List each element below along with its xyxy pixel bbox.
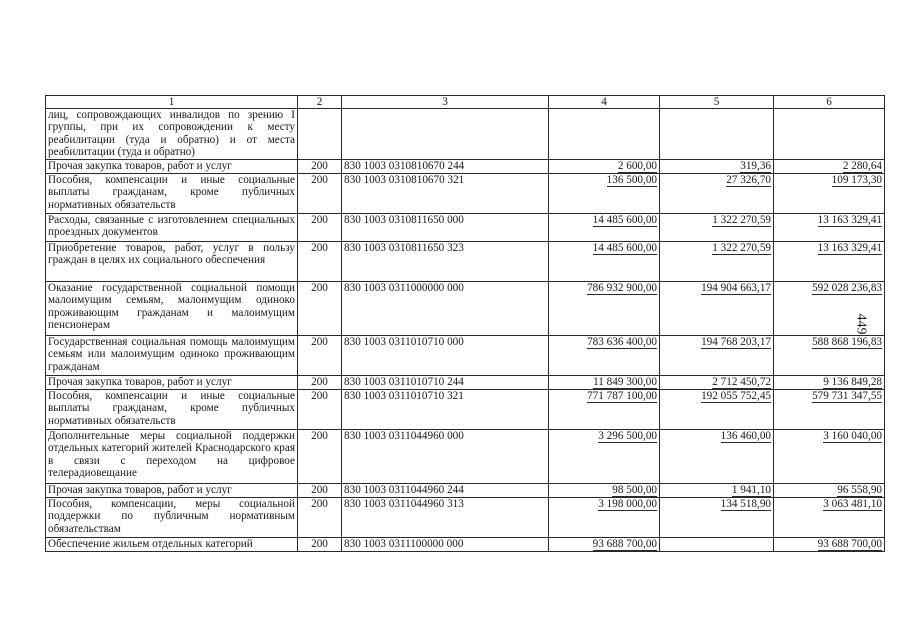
cell-name: Обеспечение жильем отдельных категорий — [46, 538, 298, 552]
cell-v6 — [774, 498, 885, 538]
budget-execution-table — [45, 95, 885, 552]
table-row — [46, 498, 885, 538]
cell-name: Прочая закупка товаров, работ и услуг — [46, 160, 298, 174]
cell-value: 579 731 347,55 — [812, 390, 882, 402]
cell-value: 771 787 100,00 — [587, 390, 657, 402]
cell-v5 — [660, 174, 774, 214]
cell-value: 2 712 450,72 — [712, 376, 771, 388]
table-row — [46, 109, 885, 160]
cell-code: 200 — [298, 174, 342, 214]
cell-v5 — [660, 214, 774, 242]
cell-value: 3 198 000,00 — [598, 498, 657, 510]
cell-code: 200 — [298, 430, 342, 484]
cell-v4 — [549, 498, 660, 538]
cell-code: 200 — [298, 390, 342, 430]
cell-classification: 830 1003 0310810670 321 — [342, 174, 549, 214]
cell-value: 1 322 270,59 — [712, 214, 771, 226]
cell-v5 — [660, 160, 774, 174]
cell-v5 — [660, 376, 774, 390]
table-row — [46, 214, 885, 242]
cell-name: Пособия, компенсации и иные социальные выплаты гражданам, кроме публичных нормативных обязательств — [46, 390, 298, 430]
cell-name: Приобретение товаров, работ, услуг в пользу граждан в целях их социального обеспечения — [46, 242, 298, 282]
cell-value: 2 600,00 — [617, 160, 657, 172]
cell-v6 — [774, 160, 885, 174]
column-header: 2 — [298, 96, 342, 109]
cell-value: 11 849 300,00 — [593, 376, 657, 388]
cell-v4 — [549, 376, 660, 390]
cell-value: 194 904 663,17 — [701, 282, 771, 294]
cell-classification: 830 1003 0311044960 000 — [342, 430, 549, 484]
cell-code: 200 — [298, 484, 342, 498]
column-header: 3 — [342, 96, 549, 109]
cell-v5 — [660, 484, 774, 498]
cell-value: 93 688 700,00 — [817, 538, 882, 550]
cell-classification: 830 1003 0311010710 244 — [342, 376, 549, 390]
cell-code — [298, 109, 342, 160]
cell-v5 — [660, 109, 774, 160]
cell-name: Оказание государственной социальной помощи малоимущим семьям, малоимущим одиноко проживающим гражданам и малоимущим пенсионерам — [46, 282, 298, 336]
cell-v5 — [660, 538, 774, 552]
cell-value: 194 768 203,17 — [701, 336, 771, 348]
cell-value: 14 485 600,00 — [592, 242, 657, 254]
cell-value: 783 636 400,00 — [587, 336, 657, 348]
cell-value: 319,36 — [740, 160, 771, 172]
cell-value: 2 280,64 — [842, 160, 882, 172]
cell-v4 — [549, 214, 660, 242]
cell-v4 — [549, 282, 660, 336]
cell-classification: 830 1003 0311000000 000 — [342, 282, 549, 336]
cell-value: 98 500,00 — [612, 484, 657, 496]
cell-v6 — [774, 376, 885, 390]
table-row — [46, 376, 885, 390]
cell-v4 — [549, 336, 660, 376]
cell-value: 588 868 196,83 — [812, 336, 882, 348]
cell-code: 200 — [298, 538, 342, 552]
column-header: 1 — [46, 96, 298, 109]
cell-v6 — [774, 174, 885, 214]
table-row — [46, 484, 885, 498]
cell-v4 — [549, 109, 660, 160]
table-header-row — [46, 96, 885, 109]
cell-name: Дополнительные меры социальной поддержки отдельных категорий жителей Краснодарского края в связи с переходом на цифровое телерадиовещание — [46, 430, 298, 484]
cell-value: 109 173,30 — [831, 174, 882, 186]
table-body — [46, 109, 885, 552]
cell-classification: 830 1003 0310811650 000 — [342, 214, 549, 242]
cell-classification: 830 1003 0311010710 321 — [342, 390, 549, 430]
cell-value: 96 558,90 — [837, 484, 882, 496]
cell-classification: 830 1003 0310811650 323 — [342, 242, 549, 282]
cell-name: Пособия, компенсации, меры социальной поддержки по публичным нормативным обязательствам — [46, 498, 298, 538]
column-header: 4 — [549, 96, 660, 109]
table-row — [46, 174, 885, 214]
page-number: 449 — [853, 313, 869, 335]
cell-v6 — [774, 538, 885, 552]
cell-v4 — [549, 484, 660, 498]
cell-v5 — [660, 430, 774, 484]
cell-name: Прочая закупка товаров, работ и услуг — [46, 484, 298, 498]
cell-code: 200 — [298, 498, 342, 538]
cell-value: 13 163 329,41 — [817, 214, 882, 226]
cell-classification: 830 1003 0311100000 000 — [342, 538, 549, 552]
cell-classification: 830 1003 0311010710 000 — [342, 336, 549, 376]
cell-value: 592 028 236,83 — [812, 282, 882, 294]
cell-v4 — [549, 174, 660, 214]
cell-name: Прочая закупка товаров, работ и услуг — [46, 376, 298, 390]
cell-v4 — [549, 538, 660, 552]
cell-value: 14 485 600,00 — [592, 214, 657, 226]
table-row — [46, 538, 885, 552]
table-row — [46, 160, 885, 174]
cell-v6 — [774, 484, 885, 498]
cell-value: 134 518,90 — [720, 498, 771, 510]
cell-name: лиц, сопровождающих инвалидов по зрению I группы, при их сопровождении к месту реабилитации (туда и обратно) и от места реабилитации (туда и обратно) — [46, 109, 298, 160]
cell-v6 — [774, 390, 885, 430]
table-row — [46, 390, 885, 430]
cell-v6 — [774, 336, 885, 376]
table-row — [46, 336, 885, 376]
cell-value: 1 941,10 — [731, 484, 771, 496]
cell-v6 — [774, 214, 885, 242]
cell-value: 3 160 040,00 — [823, 430, 882, 442]
cell-name: Расходы, связанные с изготовлением специальных проездных документов — [46, 214, 298, 242]
cell-v6 — [774, 109, 885, 160]
cell-value: 13 163 329,41 — [817, 242, 882, 254]
cell-value: 3 296 500,00 — [598, 430, 657, 442]
cell-v4 — [549, 242, 660, 282]
cell-classification: 830 1003 0311044960 313 — [342, 498, 549, 538]
table-row — [46, 282, 885, 336]
cell-value: 136 460,00 — [720, 430, 771, 442]
table-row — [46, 430, 885, 484]
cell-value: 3 063 481,10 — [823, 498, 882, 510]
cell-code: 200 — [298, 160, 342, 174]
cell-code: 200 — [298, 336, 342, 376]
cell-name: Пособия, компенсации и иные социальные выплаты гражданам, кроме публичных нормативных обязательств — [46, 174, 298, 214]
cell-code: 200 — [298, 376, 342, 390]
cell-name: Государственная социальная помощь малоимущим семьям или малоимущим одиноко проживающим гражданам — [46, 336, 298, 376]
column-header: 5 — [660, 96, 774, 109]
cell-classification: 830 1003 0311044960 244 — [342, 484, 549, 498]
cell-classification — [342, 109, 549, 160]
cell-v5 — [660, 390, 774, 430]
cell-code: 200 — [298, 282, 342, 336]
column-header: 6 — [774, 96, 885, 109]
cell-v5 — [660, 498, 774, 538]
cell-value: 192 055 752,45 — [701, 390, 771, 402]
cell-classification: 830 1003 0310810670 244 — [342, 160, 549, 174]
cell-v6 — [774, 430, 885, 484]
cell-code: 200 — [298, 242, 342, 282]
cell-value: 136 500,00 — [606, 174, 657, 186]
cell-value: 9 136 849,28 — [823, 376, 882, 388]
cell-v5 — [660, 336, 774, 376]
table-row — [46, 242, 885, 282]
cell-code: 200 — [298, 214, 342, 242]
cell-v5 — [660, 282, 774, 336]
cell-v4 — [549, 160, 660, 174]
cell-v6 — [774, 242, 885, 282]
cell-v5 — [660, 242, 774, 282]
cell-value: 786 932 900,00 — [587, 282, 657, 294]
cell-v4 — [549, 430, 660, 484]
cell-value: 27 326,70 — [726, 174, 771, 186]
cell-value: 1 322 270,59 — [712, 242, 771, 254]
cell-value: 93 688 700,00 — [592, 538, 657, 550]
cell-v4 — [549, 390, 660, 430]
